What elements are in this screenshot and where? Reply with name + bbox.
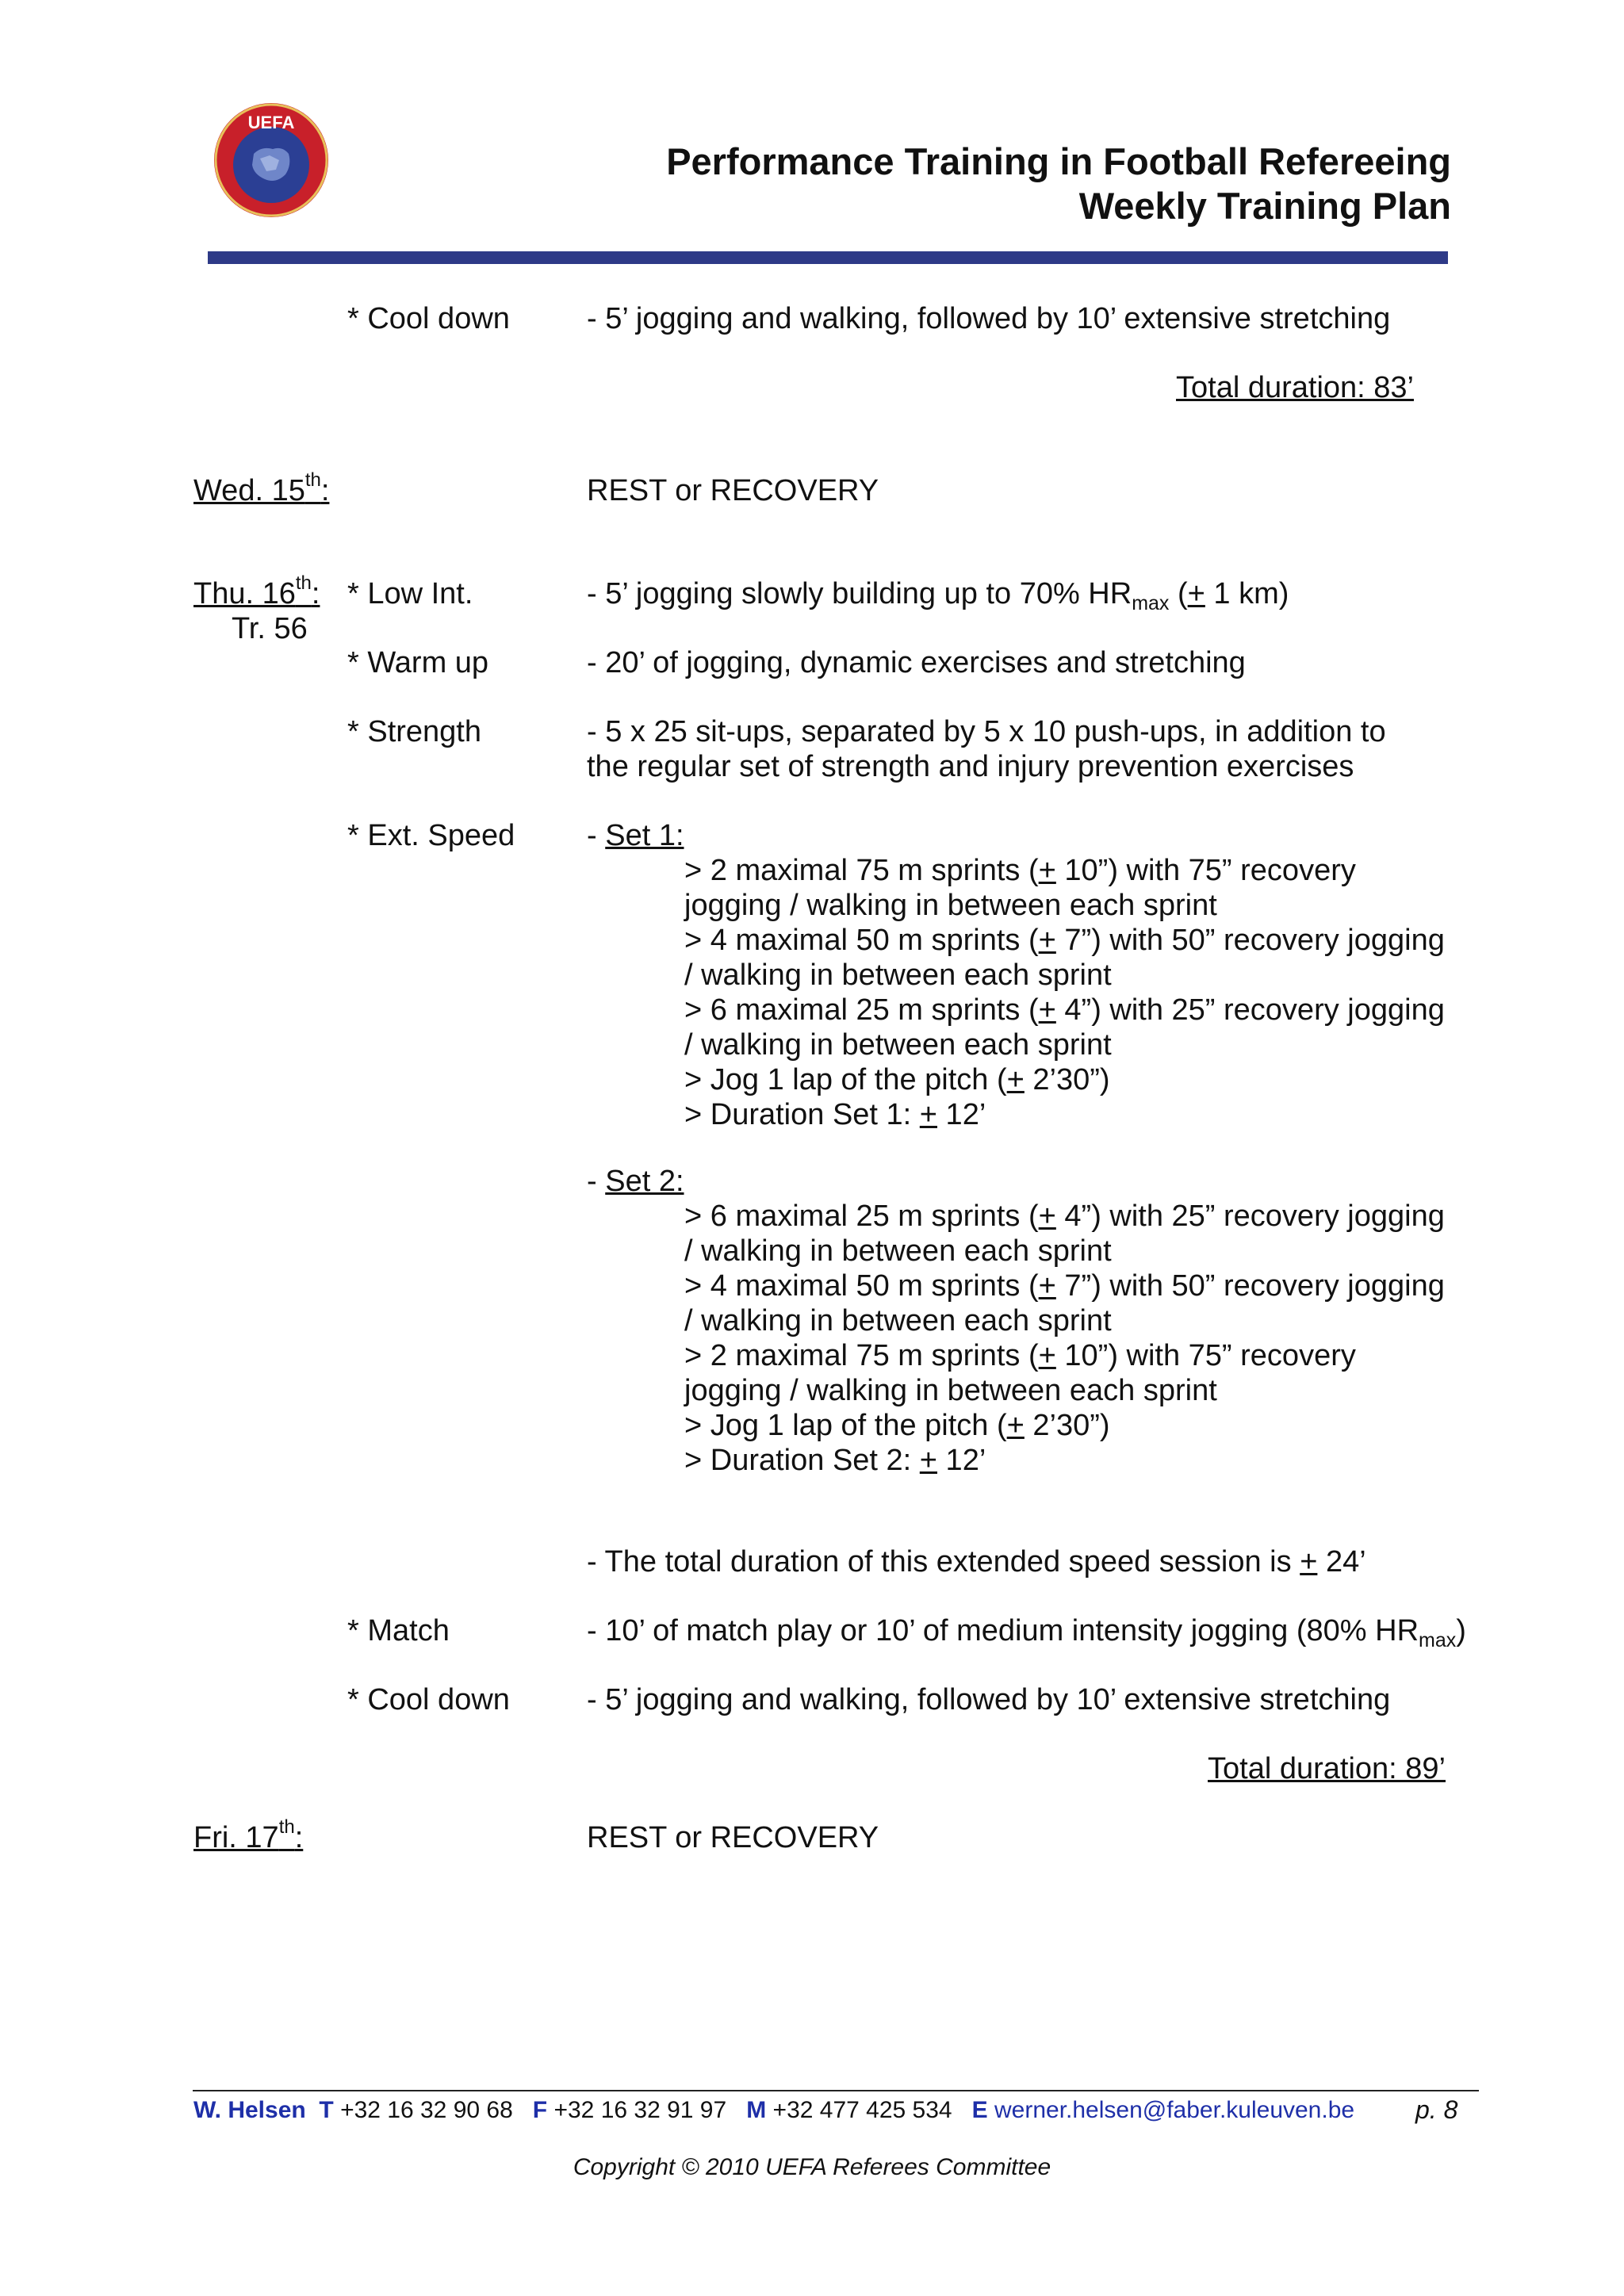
strength-label: * Strength — [347, 715, 481, 748]
rest-text: REST or RECOVERY — [587, 474, 879, 507]
header-rule — [208, 251, 1448, 264]
footer-rule — [193, 2090, 1479, 2091]
document-subtitle: Weekly Training Plan — [1078, 185, 1451, 227]
set2-line: > 6 maximal 25 m sprints (+ 4”) with 25” recovery jogging — [684, 1200, 1445, 1233]
set1-line: > 6 maximal 25 m sprints (+ 4”) with 25” recovery jogging — [684, 993, 1445, 1027]
set2-line: > 4 maximal 50 m sprints (+ 7”) with 50” recovery jogging — [684, 1269, 1445, 1303]
lowint-label: * Low Int. — [347, 577, 473, 610]
phone-number: +32 16 32 90 68 — [340, 2097, 513, 2123]
strength-text-line1: - 5 x 25 sit-ups, separated by 5 x 10 push-ups, in addition to — [587, 715, 1386, 748]
set2-line: / walking in between each sprint — [684, 1234, 1112, 1268]
day-label-thu: Thu. 16th: — [193, 572, 320, 610]
set2-line: > Jog 1 lap of the pitch (+ 2’30”) — [684, 1409, 1110, 1442]
match-text: - 10’ of match play or 10’ of medium intensity jogging (80% $HR_{max}$) — [587, 1614, 1466, 1651]
set1-line: > Duration Set 1: + 12’ — [684, 1098, 986, 1131]
set2-line: jogging / walking in between each sprint — [684, 1374, 1217, 1407]
svg-text:UEFA: UEFA — [247, 113, 295, 132]
match-label: * Match — [347, 1614, 450, 1647]
set2-line: > Duration Set 2: + 12’ — [684, 1444, 986, 1477]
set2-heading: - Set 2: — [587, 1165, 684, 1198]
set1-line: > 2 maximal 75 m sprints (+ 10”) with 75” recovery — [684, 854, 1356, 887]
total-duration: Total duration: 89’ — [1208, 1752, 1446, 1785]
warmup-label: * Warm up — [347, 646, 489, 679]
set1-lines — [684, 853, 1445, 1132]
warmup-text: - 20’ of jogging, dynamic exercises and stretching — [587, 646, 1246, 679]
lowint-text: - 5’ jogging slowly building up to 70% $HR_{max}$ (+ 1 km) — [587, 577, 1289, 614]
cooldown-text: - 5’ jogging and walking, followed by 10’ extensive stretching — [587, 1683, 1391, 1716]
set1-heading: - Set 1: — [587, 819, 684, 852]
fax-number: +32 16 32 91 97 — [553, 2097, 727, 2123]
cooldown-label: * Cool down — [347, 1683, 510, 1716]
document-title: Performance Training in Football Refereeing — [666, 140, 1451, 182]
author-name: W. Helsen — [193, 2097, 306, 2123]
day-label-wed: Wed. 15th: — [193, 469, 330, 507]
email-link[interactable]: werner.helsen@faber.kuleuven.be — [994, 2097, 1355, 2123]
cooldown-label: * Cool down — [347, 302, 510, 335]
day-label-fri: Fri. 17th: — [193, 1816, 304, 1854]
set1-line: / walking in between each sprint — [684, 1028, 1112, 1062]
speed-label: * Ext. Speed — [347, 819, 515, 852]
footer-contact: W. Helsen T +32 16 32 90 68 F +32 16 32 91 97 M +32 477 425 534 E werner.helsen@faber.kuleuven.be — [193, 2097, 1355, 2123]
mobile-number: +32 477 425 534 — [772, 2097, 952, 2123]
rest-text: REST or RECOVERY — [587, 1821, 879, 1854]
set1-line: > Jog 1 lap of the pitch (+ 2’30”) — [684, 1063, 1110, 1096]
set2-lines — [684, 1199, 1445, 1478]
set1-line: > 4 maximal 50 m sprints (+ 7”) with 50” recovery jogging — [684, 924, 1445, 957]
set1-line: / walking in between each sprint — [684, 959, 1112, 992]
set2-line: > 2 maximal 75 m sprints (+ 10”) with 75” recovery — [684, 1339, 1356, 1372]
cooldown-text: - 5’ jogging and walking, followed by 10’ extensive stretching — [587, 302, 1391, 335]
total-duration: Total duration: 83’ — [1176, 371, 1414, 404]
strength-text-line2: the regular set of strength and injury prevention exercises — [587, 750, 1354, 783]
page-number: p. 8 — [1415, 2095, 1458, 2124]
speed-total-text: - The total duration of this extended speed session is + 24’ — [587, 1545, 1366, 1578]
set2-line: / walking in between each sprint — [684, 1304, 1112, 1337]
uefa-logo — [213, 101, 330, 219]
session-number: Tr. 56 — [232, 612, 308, 645]
copyright: Copyright © 2010 UEFA Referees Committee — [573, 2154, 1051, 2180]
set1-line: jogging / walking in between each sprint — [684, 889, 1217, 922]
